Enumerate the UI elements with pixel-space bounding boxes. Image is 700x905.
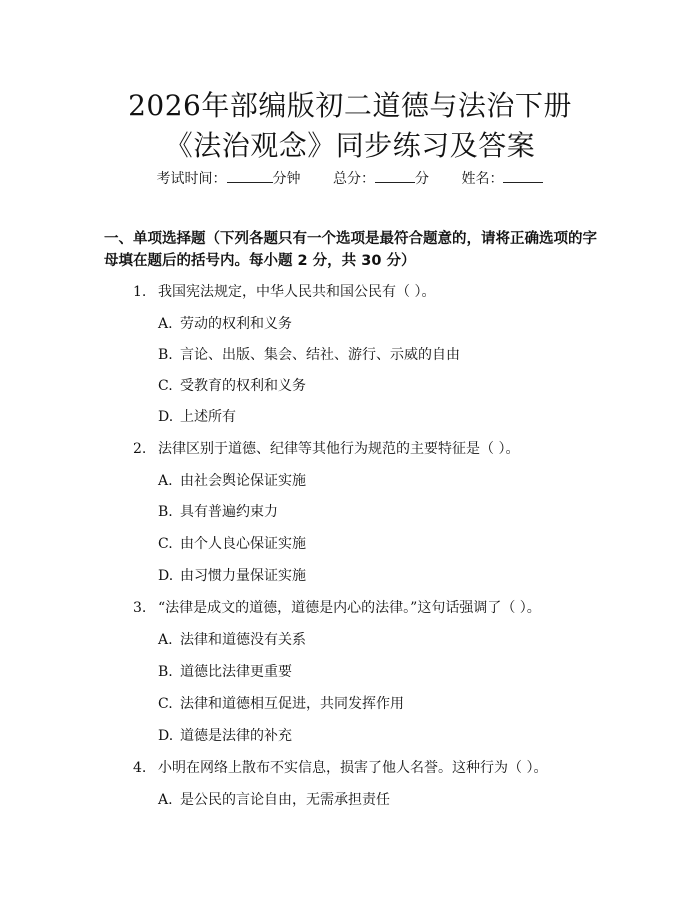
- question-3-option-a: [158, 630, 306, 650]
- exam-time-group: [157, 168, 301, 189]
- question-number: 3.: [133, 600, 147, 616]
- question-1-option-c: [158, 376, 306, 396]
- option-text: 道德比法律更重要: [180, 664, 292, 680]
- exam-score-group: [333, 168, 429, 189]
- question-stem: “法律是成文的道德，道德是内心的法律。”这句话强调了（ ）。: [158, 600, 541, 616]
- option-text: 由社会舆论保证实施: [180, 473, 306, 489]
- exam-score-label: 总分：: [333, 171, 375, 187]
- option-text: 法律和道德没有关系: [180, 632, 306, 648]
- option-text: 法律和道德相互促进，共同发挥作用: [180, 696, 404, 712]
- question-stem: 我国宪法规定，中华人民共和国公民有（ ）。: [158, 284, 436, 300]
- question-4-option-a: [158, 790, 390, 810]
- option-text: 受教育的权利和义务: [180, 378, 306, 394]
- option-text: 言论、出版、集会、结社、游行、示威的自由: [180, 347, 460, 363]
- exam-name-blank: [503, 168, 543, 183]
- question-stem: 小明在网络上散布不实信息，损害了他人名誉。这种行为（ ）。: [158, 760, 548, 776]
- option-text: 道德是法律的补充: [180, 728, 292, 744]
- question-3-option-c: [158, 694, 404, 714]
- option-text: 是公民的言论自由，无需承担责任: [180, 792, 390, 808]
- exam-score-blank: [375, 168, 415, 183]
- question-number: 2.: [133, 441, 147, 457]
- option-letter: C.: [158, 536, 173, 552]
- exam-time-label: 考试时间：: [156, 171, 227, 187]
- option-letter: A.: [158, 316, 173, 332]
- option-letter: A.: [158, 473, 173, 489]
- option-text: 由习惯力量保证实施: [180, 568, 306, 584]
- exam-time-unit: 分钟: [272, 171, 301, 187]
- option-letter: D.: [158, 728, 174, 744]
- exam-name-group: [461, 168, 543, 189]
- question-2-option-a: [158, 471, 306, 491]
- exam-score-unit: 分: [415, 171, 429, 187]
- question-1-option-b: [158, 345, 460, 365]
- question-2-option-c: [158, 534, 306, 554]
- option-letter: C.: [158, 696, 173, 712]
- question-3-option-b: [158, 662, 292, 682]
- option-text: 具有普遍约束力: [180, 504, 278, 520]
- exam-time-blank: [227, 168, 273, 183]
- option-letter: B.: [158, 504, 173, 520]
- exam-info-line: [0, 168, 700, 189]
- option-letter: D.: [158, 409, 174, 425]
- question-2-option-d: [158, 566, 306, 586]
- option-text: 劳动的权利和义务: [180, 316, 292, 332]
- option-letter: C.: [158, 378, 173, 394]
- section-heading: 一、单项选择题（下列各题只有一个选项是最符合题意的，请将正确选项的字母填在题后的括号内。每小题 2 分，共 30 分）: [104, 231, 597, 269]
- option-letter: B.: [158, 347, 173, 363]
- question-number: 1.: [133, 284, 147, 300]
- question-1-option-a: [158, 314, 292, 334]
- option-text: 由个人良心保证实施: [180, 536, 306, 552]
- question-3-option-d: [158, 726, 292, 746]
- exam-name-label: 姓名：: [461, 171, 504, 187]
- document-title: 2026年部编版初二道德与法治下册《法治观念》同步练习及答案: [128, 89, 572, 162]
- option-letter: A.: [158, 792, 173, 808]
- question-number: 4.: [133, 760, 147, 776]
- question-stem: 法律区别于道德、纪律等其他行为规范的主要特征是（ ）。: [158, 441, 520, 457]
- option-text: 上述所有: [180, 409, 236, 425]
- question-2-option-b: [158, 502, 278, 522]
- question-1-option-d: [158, 407, 236, 427]
- option-letter: D.: [158, 568, 174, 584]
- option-letter: A.: [158, 632, 173, 648]
- option-letter: B.: [158, 664, 173, 680]
